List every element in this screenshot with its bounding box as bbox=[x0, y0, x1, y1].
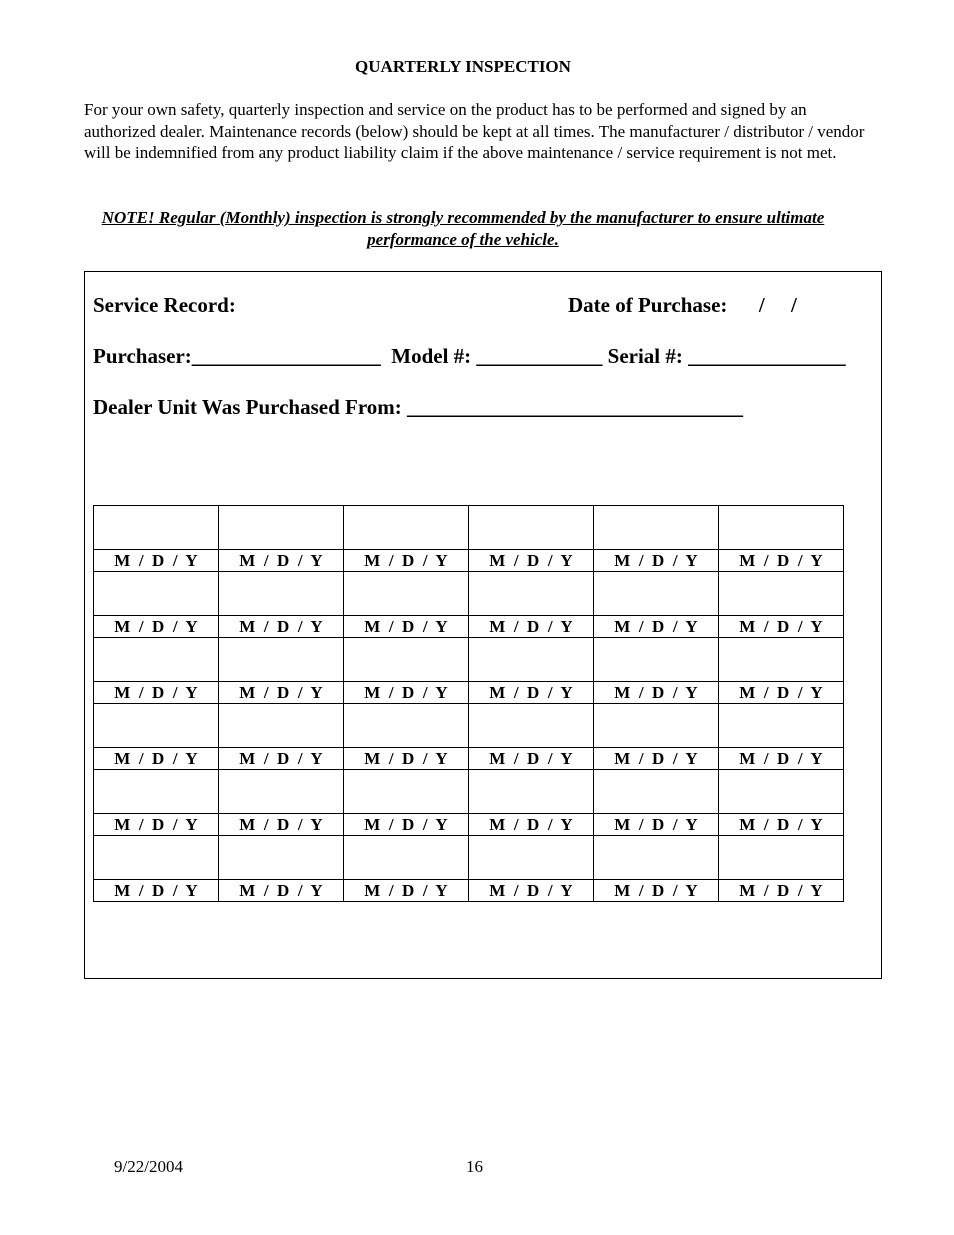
date-cell[interactable]: M / D / Y bbox=[594, 616, 719, 638]
signature-cell[interactable] bbox=[219, 770, 344, 814]
signature-row bbox=[94, 770, 844, 814]
date-cell[interactable]: M / D / Y bbox=[94, 550, 219, 572]
date-cell[interactable]: M / D / Y bbox=[469, 616, 594, 638]
date-cell[interactable]: M / D / Y bbox=[344, 616, 469, 638]
signature-cell[interactable] bbox=[594, 506, 719, 550]
signature-cell[interactable] bbox=[719, 836, 844, 880]
signature-cell[interactable] bbox=[469, 770, 594, 814]
page-number: 16 bbox=[466, 1157, 483, 1176]
date-cell[interactable]: M / D / Y bbox=[469, 550, 594, 572]
date-cell[interactable]: M / D / Y bbox=[719, 550, 844, 572]
date-cell[interactable]: M / D / Y bbox=[594, 748, 719, 770]
signature-row bbox=[94, 638, 844, 682]
signature-cell[interactable] bbox=[219, 506, 344, 550]
date-cell[interactable]: M / D / Y bbox=[469, 682, 594, 704]
signature-cell[interactable] bbox=[719, 638, 844, 682]
date-cell[interactable]: M / D / Y bbox=[219, 814, 344, 836]
signature-cell[interactable] bbox=[344, 506, 469, 550]
signature-row bbox=[94, 572, 844, 616]
signature-cell[interactable] bbox=[219, 704, 344, 748]
date-cell[interactable]: M / D / Y bbox=[94, 616, 219, 638]
date-cell[interactable]: M / D / Y bbox=[94, 814, 219, 836]
signature-cell[interactable] bbox=[469, 572, 594, 616]
signature-cell[interactable] bbox=[94, 638, 219, 682]
signature-cell[interactable] bbox=[594, 836, 719, 880]
date-row bbox=[94, 814, 844, 836]
date-cell[interactable]: M / D / Y bbox=[469, 748, 594, 770]
page-title: QUARTERLY INSPECTION bbox=[355, 57, 571, 76]
date-cell[interactable]: M / D / Y bbox=[594, 550, 719, 572]
date-row bbox=[94, 682, 844, 704]
date-cell[interactable]: M / D / Y bbox=[94, 880, 219, 902]
date-cell[interactable]: M / D / Y bbox=[469, 880, 594, 902]
date-of-purchase-field[interactable]: Date of Purchase: / / bbox=[568, 293, 797, 317]
signature-cell[interactable] bbox=[594, 770, 719, 814]
signature-cell[interactable] bbox=[594, 572, 719, 616]
signature-cell[interactable] bbox=[344, 704, 469, 748]
signature-cell[interactable] bbox=[594, 638, 719, 682]
recommendation-note: NOTE! Regular (Monthly) inspection is strongly recommended by the manufacturer to ensure ultimate performance of the vehicle. bbox=[101, 208, 825, 249]
signature-cell[interactable] bbox=[719, 704, 844, 748]
date-cell[interactable]: M / D / Y bbox=[594, 814, 719, 836]
date-cell[interactable]: M / D / Y bbox=[94, 682, 219, 704]
date-cell[interactable]: M / D / Y bbox=[219, 616, 344, 638]
date-cell[interactable]: M / D / Y bbox=[94, 748, 219, 770]
date-cell[interactable]: M / D / Y bbox=[344, 814, 469, 836]
signature-cell[interactable] bbox=[344, 836, 469, 880]
date-cell[interactable]: M / D / Y bbox=[344, 748, 469, 770]
signature-cell[interactable] bbox=[94, 506, 219, 550]
signature-cell[interactable] bbox=[219, 638, 344, 682]
date-cell[interactable]: M / D / Y bbox=[469, 814, 594, 836]
signature-cell[interactable] bbox=[469, 506, 594, 550]
date-cell[interactable]: M / D / Y bbox=[344, 550, 469, 572]
date-cell[interactable]: M / D / Y bbox=[719, 682, 844, 704]
signature-cell[interactable] bbox=[219, 572, 344, 616]
signature-cell[interactable] bbox=[719, 506, 844, 550]
signature-cell[interactable] bbox=[219, 836, 344, 880]
date-cell[interactable]: M / D / Y bbox=[219, 550, 344, 572]
signature-cell[interactable] bbox=[94, 836, 219, 880]
signature-row bbox=[94, 836, 844, 880]
date-cell[interactable]: M / D / Y bbox=[719, 880, 844, 902]
dealer-field[interactable]: Dealer Unit Was Purchased From: ________________________________ bbox=[93, 395, 744, 419]
signature-cell[interactable] bbox=[344, 638, 469, 682]
signature-cell[interactable] bbox=[719, 770, 844, 814]
date-cell[interactable]: M / D / Y bbox=[219, 748, 344, 770]
signature-cell[interactable] bbox=[594, 704, 719, 748]
footer-date: 9/22/2004 bbox=[114, 1157, 183, 1176]
intro-paragraph: For your own safety, quarterly inspection and service on the product has to be performed and signed by an authorized dealer. Maintenance records (below) should be kept at all times. The manufacturer / distributor / vendor will be indemnified from any product liability claim if the above maintenance / service requirement is not met. bbox=[84, 100, 865, 162]
date-cell[interactable]: M / D / Y bbox=[344, 880, 469, 902]
signature-cell[interactable] bbox=[344, 770, 469, 814]
date-cell[interactable]: M / D / Y bbox=[344, 682, 469, 704]
signature-cell[interactable] bbox=[469, 638, 594, 682]
date-row bbox=[94, 880, 844, 902]
date-row bbox=[94, 748, 844, 770]
date-cell[interactable]: M / D / Y bbox=[719, 814, 844, 836]
signature-cell[interactable] bbox=[94, 572, 219, 616]
signature-row bbox=[94, 704, 844, 748]
date-cell[interactable]: M / D / Y bbox=[719, 748, 844, 770]
signature-cell[interactable] bbox=[469, 836, 594, 880]
inspection-log-grid bbox=[93, 505, 844, 902]
date-cell[interactable]: M / D / Y bbox=[219, 682, 344, 704]
signature-row bbox=[94, 506, 844, 550]
service-record-label: Service Record: bbox=[93, 293, 236, 317]
signature-cell[interactable] bbox=[94, 770, 219, 814]
signature-cell[interactable] bbox=[94, 704, 219, 748]
date-cell[interactable]: M / D / Y bbox=[594, 682, 719, 704]
date-cell[interactable]: M / D / Y bbox=[594, 880, 719, 902]
date-cell[interactable]: M / D / Y bbox=[219, 880, 344, 902]
date-row bbox=[94, 616, 844, 638]
purchaser-model-serial-fields[interactable]: Purchaser:__________________ Model #: ____________ Serial #: _______________ bbox=[93, 344, 846, 368]
date-cell[interactable]: M / D / Y bbox=[719, 616, 844, 638]
signature-cell[interactable] bbox=[344, 572, 469, 616]
signature-cell[interactable] bbox=[719, 572, 844, 616]
date-row bbox=[94, 550, 844, 572]
signature-cell[interactable] bbox=[469, 704, 594, 748]
